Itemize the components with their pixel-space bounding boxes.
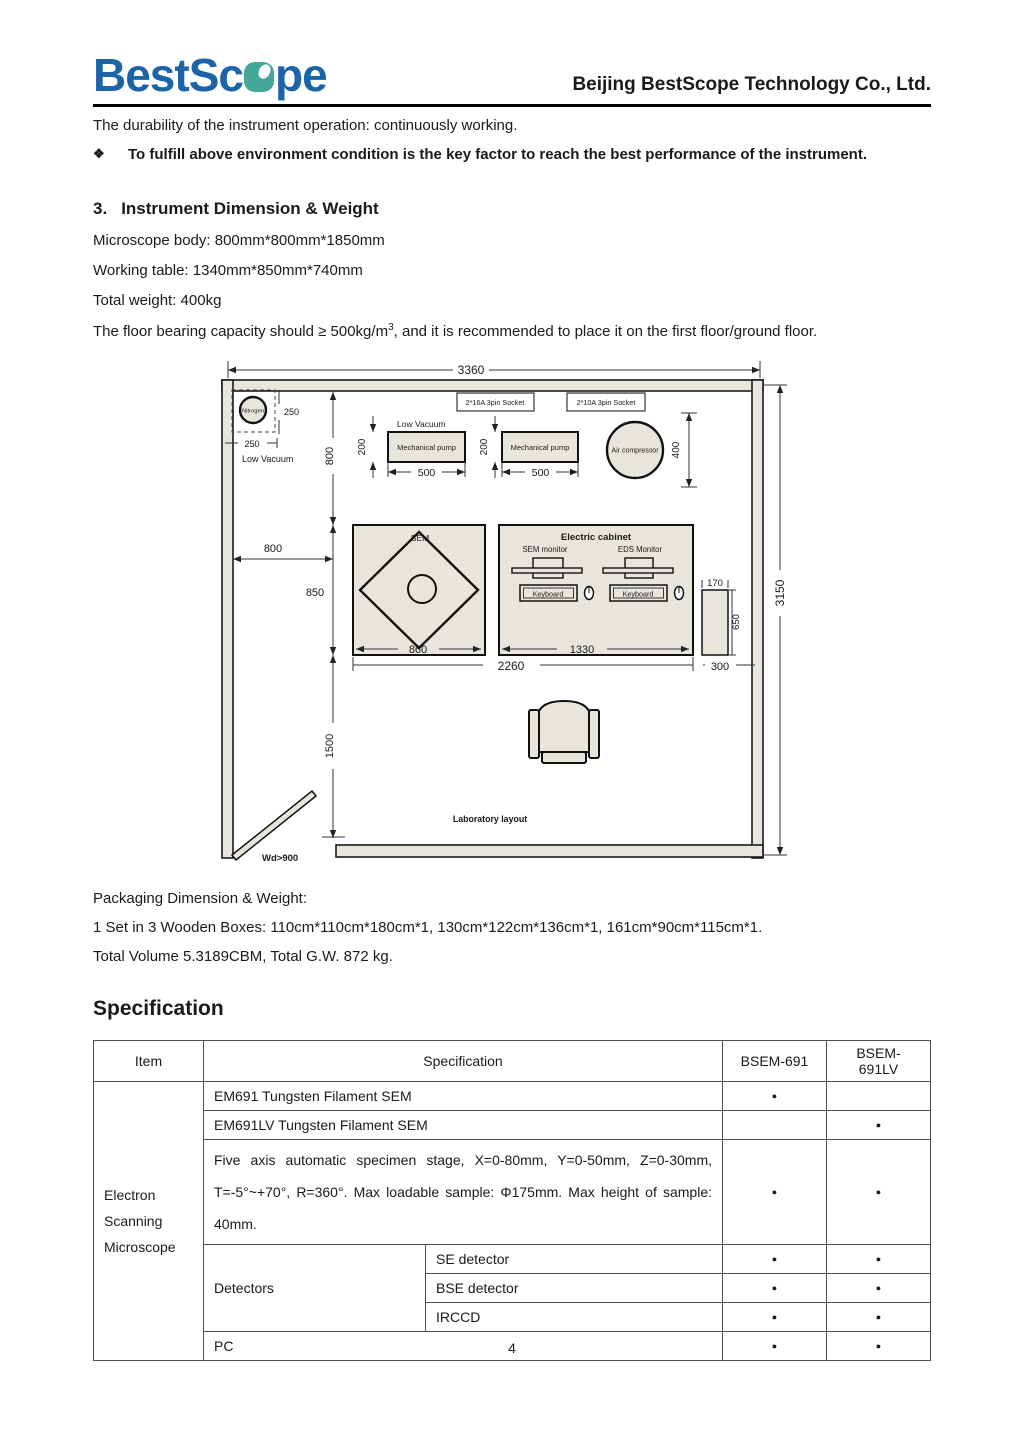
col-header-bsem691: BSEM-691 [723,1041,827,1082]
floor-capacity-pre: The floor bearing capacity should ≥ 500kg/m [93,323,389,340]
bsem691lv-mark: ● [827,1140,931,1245]
dim-400-label: 400 [671,441,682,459]
environment-note [93,146,931,163]
spec-cell: Five axis automatic specimen stage, X=0-80mm, Y=0-50mm, Z=0-30mm, T=-5°~+70°, R=360°. Max loadable sample: Φ175mm. Max height of sample: 40mm. [204,1140,723,1245]
spec-cell: PC [204,1332,723,1361]
col-header-bsem691lv: BSEM-691LV [827,1041,931,1082]
chair-armrest-right [589,710,599,758]
side-cabinet-box [702,590,728,655]
diamond-bullet-icon: ❖ [93,146,105,161]
packaging-boxes-line: 1 Set in 3 Wooden Boxes: 110cm*110cm*180cm*1, 130cm*122cm*136cm*1, 161cm*90cm*115cm*1. [93,919,763,936]
dim-400-lines [681,413,697,487]
working-table-line: Working table: 1340mm*850mm*740mm [93,262,363,279]
section-dimension-weight [93,199,931,340]
dim-1330-label: 1330 [569,644,595,656]
low-vacuum-label-1: Low Vacuum [242,454,294,464]
table-row [94,1082,931,1111]
dim-250h-label: 250 [244,439,260,449]
chair-armrest-left [529,710,539,758]
dim-250v-label: 250 [284,407,300,417]
packaging-title: Packaging Dimension & Weight: [93,890,307,907]
dim-800v-label: 800 [324,446,336,466]
bsem691-mark [723,1111,827,1140]
sem-column-circle [408,575,436,603]
packaging-volume-line: Total Volume 5.3189CBM, Total G.W. 872 kg. [93,948,393,965]
eds-monitor-bar [603,568,673,573]
section-title-text: Instrument Dimension & Weight [121,199,379,218]
item-line: Scanning [104,1213,163,1229]
floor-capacity-post: , and it is recommended to place it on the first floor/ground floor. [393,323,818,340]
wall-bottom [336,845,763,857]
door-leaf [232,791,316,860]
layout-drawing [215,348,795,870]
bsem691lv-mark [827,1082,931,1111]
specification-table [93,1040,931,1361]
pump-2-label: Mechanical pump [510,443,570,452]
packaging-section [93,878,931,965]
dim-1500-label: 1500 [324,733,336,759]
page-number: 4 [508,1340,516,1356]
dim-800h-label: 800 [263,543,283,555]
low-vacuum-label-2: Low Vacuum [397,419,446,429]
floor-capacity-line [93,322,931,340]
microscope-body-line: Microscope body: 800mm*800mm*1850mm [93,232,385,249]
item-group-cell [94,1082,204,1361]
bsem691-mark: ● [723,1303,827,1332]
bsem691lv-mark: ● [827,1111,931,1140]
durability-line: The durability of the instrument operation: continuously working. [93,117,518,134]
logo-text-2: pe [274,49,327,101]
dim-3360-lines [228,361,760,378]
section-title [93,199,931,219]
spec-cell: BSE detector [426,1274,723,1303]
bsem691-mark: ● [723,1332,827,1361]
eds-monitor-label: EDS Monitor [617,545,663,554]
wall-top [222,380,763,391]
section-number: 3. [93,199,108,218]
item-line: Electron [104,1187,156,1203]
chair-seat [537,701,591,752]
item-line: Microscope [104,1239,176,1255]
total-weight-line: Total weight: 400kg [93,292,222,309]
spec-cell: SE detector [426,1245,723,1274]
dim-500-2-label: 500 [531,467,550,479]
bsem691lv-mark: ● [827,1303,931,1332]
door-width-label: Wd>900 [262,853,299,864]
dim-3360-label: 3360 [457,363,485,377]
table-row [94,1140,931,1245]
lab-layout-caption: Laboratory layout [452,814,528,824]
dim-500-1-label: 500 [417,467,436,479]
keyboard-1-label: Keyboard [532,589,564,599]
bestscope-logo [93,49,327,101]
table-row [94,1111,931,1140]
bsem691lv-mark: ● [827,1245,931,1274]
spec-cell: EM691 Tungsten Filament SEM [204,1082,723,1111]
chair-back [542,752,586,763]
specification-heading: Specification [93,997,224,1020]
sem-label: SEM [410,533,430,543]
bsem691lv-mark: ● [827,1332,931,1361]
dim-2260-label: 2260 [497,659,525,673]
socket-16a-label: 2*16A 3pin Socket [465,398,525,407]
air-compressor-label: Air compressor [611,447,659,455]
dim-200-2-label: 200 [479,438,490,456]
socket-10a-label: 2*10A 3pin Socket [576,398,636,407]
bsem691-mark: ● [723,1140,827,1245]
bsem691-mark: ● [723,1274,827,1303]
environment-note-text: To fulfill above environment condition is the key factor to reach the best performance of the instrument. [128,146,867,163]
bsem691-mark: ● [723,1245,827,1274]
bsem691-mark: ● [723,1082,827,1111]
pump-1-label: Mechanical pump [397,443,456,452]
wall-right [752,380,763,858]
nitrogen-label: Nitrogen [242,408,264,415]
sem-monitor-label: SEM monitor [522,545,568,554]
dim-650-label: 650 [731,614,742,630]
table-row [94,1245,931,1274]
table-header-row [94,1041,931,1082]
page-header [93,0,931,107]
dim-3150-lines [763,385,787,855]
bsem691lv-mark: ● [827,1274,931,1303]
spec-cell: IRCCD [426,1303,723,1332]
dim-850-label: 850 [305,587,325,599]
dim-200-1-label: 200 [357,438,368,456]
spec-cell: EM691LV Tungsten Filament SEM [204,1111,723,1140]
dim-2260-lines [353,657,755,671]
col-header-item: Item [94,1041,204,1082]
col-header-specification: Specification [204,1041,723,1082]
floor-capacity-sup: 3 [388,322,394,333]
dim-170-label: 170 [707,578,723,589]
laboratory-layout-diagram [215,348,795,870]
detectors-group-cell: Detectors [204,1245,426,1332]
dim-860-label: 860 [408,644,428,656]
keyboard-2-label: Keyboard [622,589,654,599]
company-name: Beijing BestScope Technology Co., Ltd. [572,74,931,95]
electric-cabinet-label: Electric cabinet [560,532,632,543]
logo-text-1: BestSc [93,49,243,101]
chair [529,701,599,763]
wall-left [222,380,233,858]
dim-3150-label: 3150 [773,579,787,607]
dim-300-label: 300 [710,661,730,673]
sem-monitor-bar [512,568,582,573]
logo-o-icon [244,62,274,92]
